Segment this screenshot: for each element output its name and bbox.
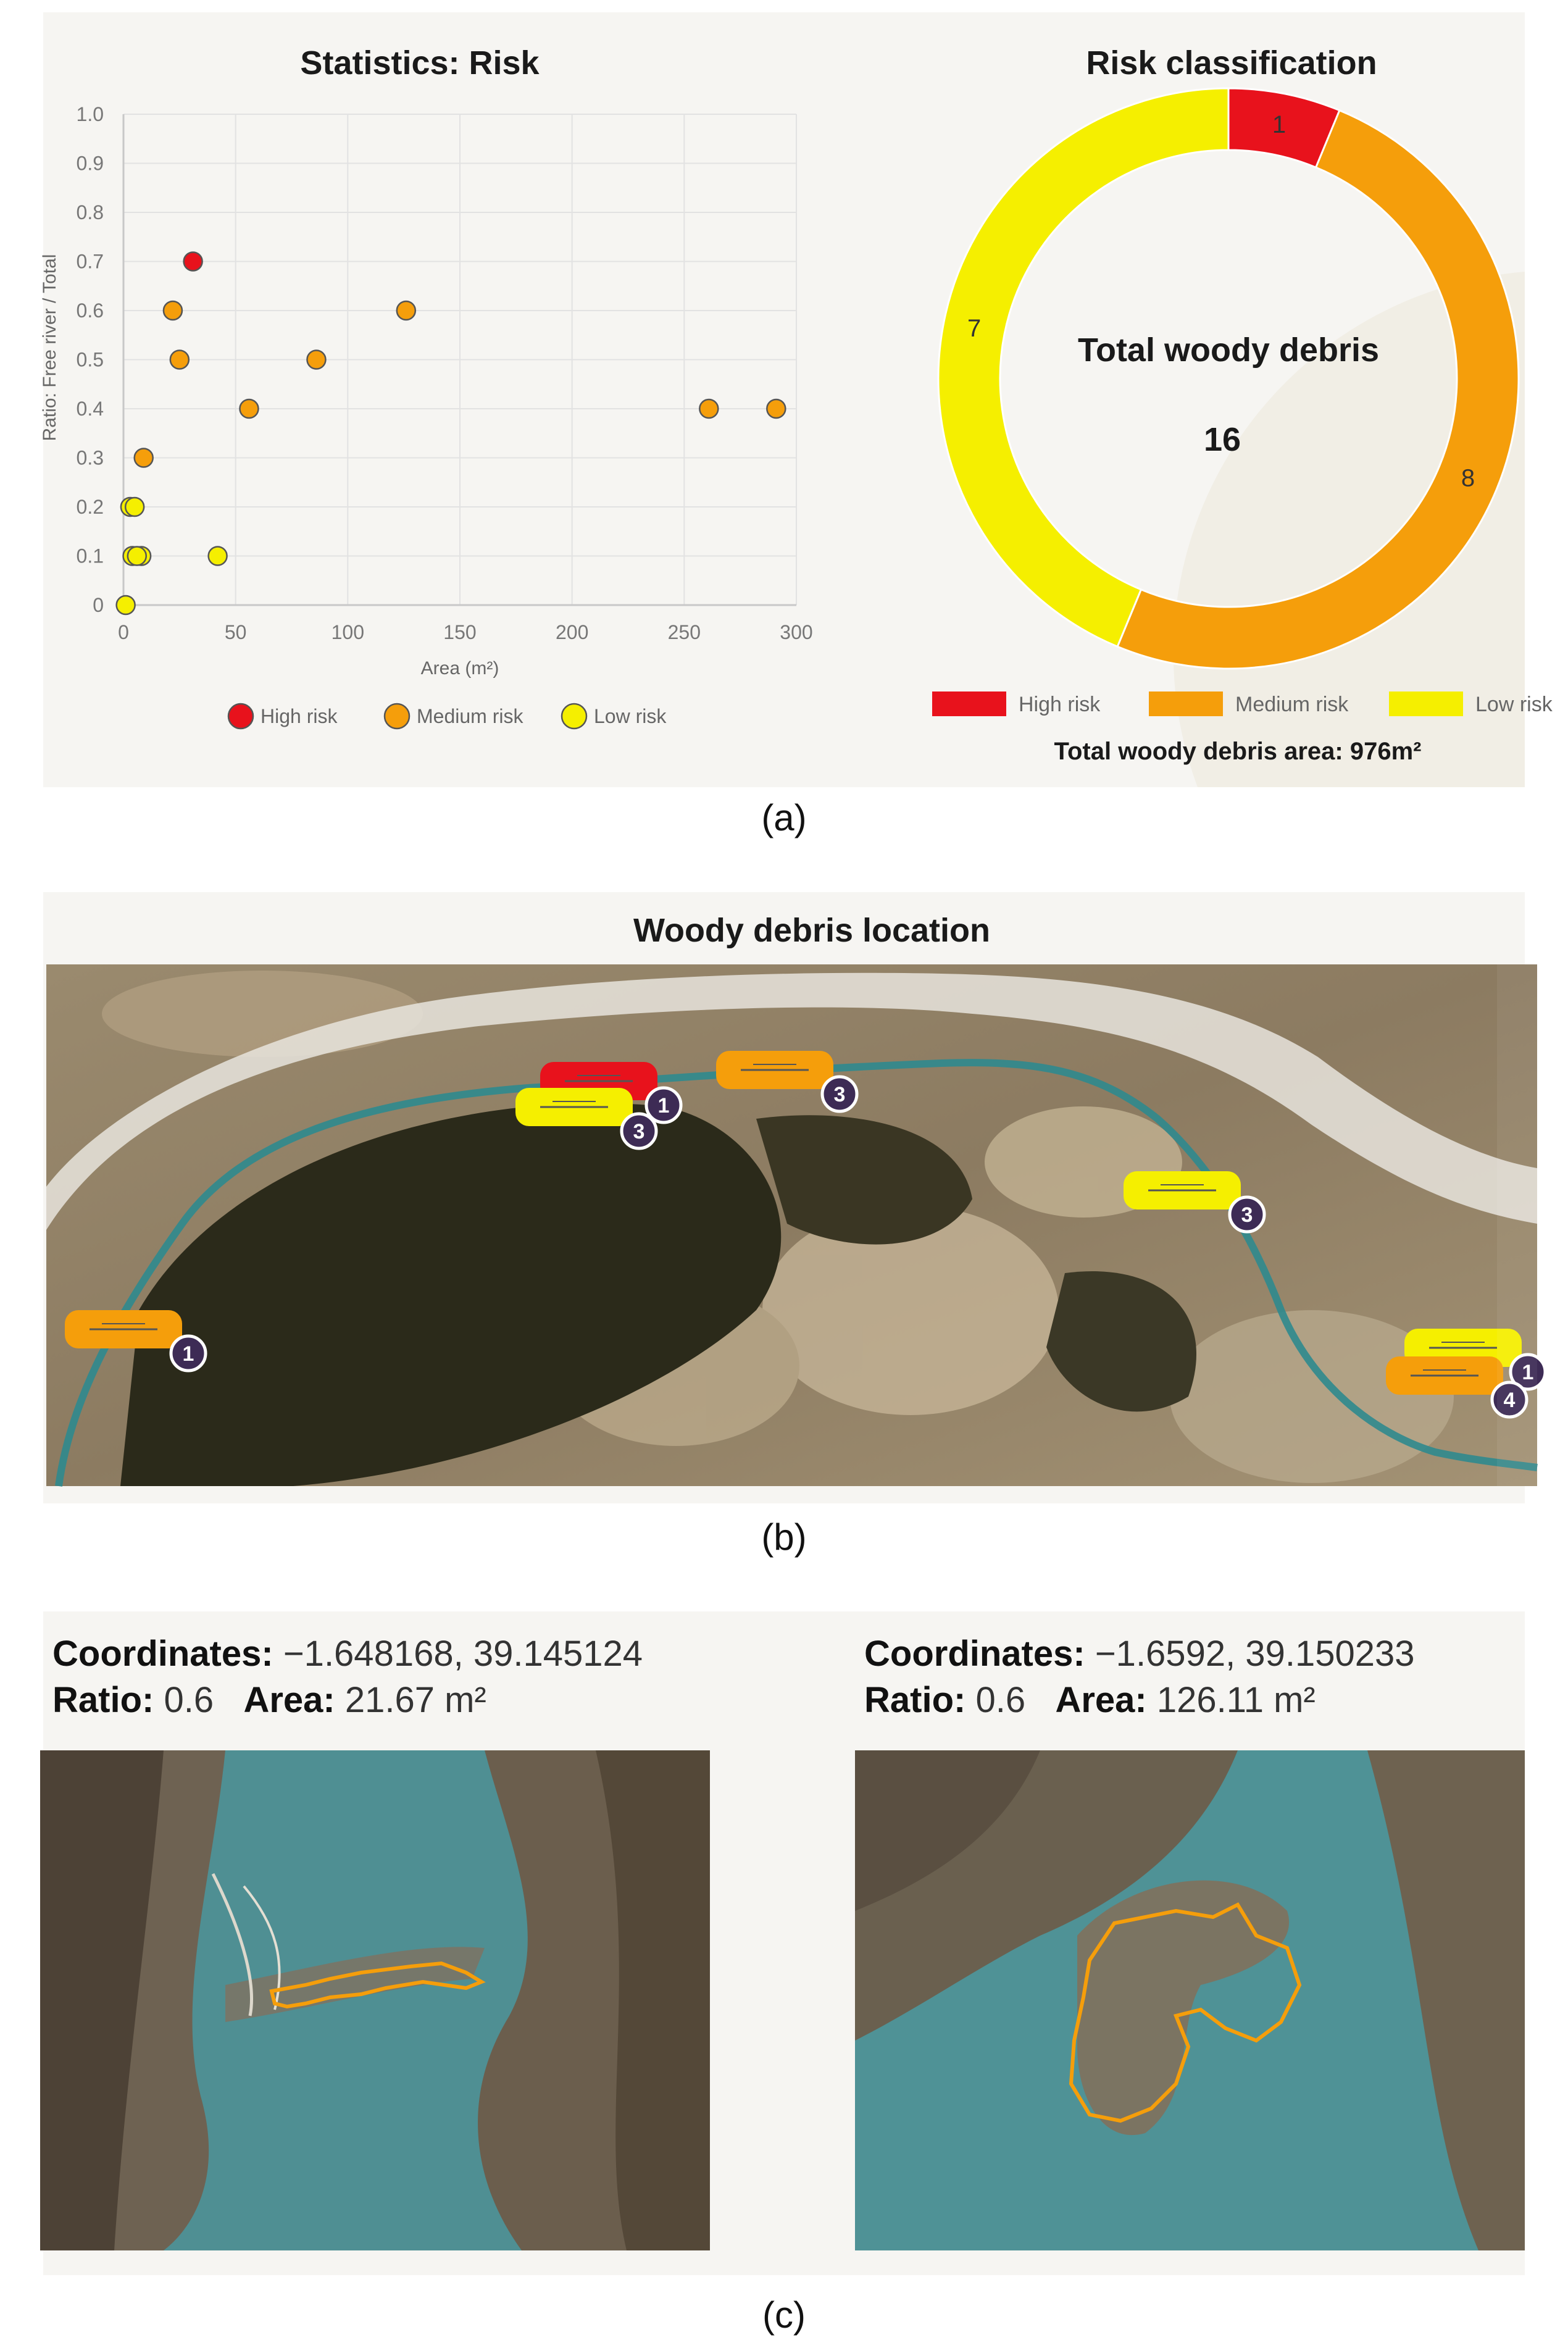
scatter-point-high-risk[interactable] xyxy=(184,253,202,271)
marker-count: 1 xyxy=(182,1342,194,1366)
scatter-point-medium-risk[interactable] xyxy=(767,399,785,418)
scatter-point-medium-risk[interactable] xyxy=(170,351,189,369)
caption-c: (c) xyxy=(762,2294,806,2336)
donut-center-value: 16 xyxy=(1203,421,1241,458)
donut-legend xyxy=(932,691,1553,716)
scatter-point-medium-risk[interactable] xyxy=(307,351,325,369)
coords-line-right xyxy=(864,1633,1414,1674)
ratio-label-left: Ratio: xyxy=(52,1680,154,1720)
scatter-y-tick-label: 0.6 xyxy=(76,299,104,322)
aerial-photo-right xyxy=(855,1750,1525,2250)
scatter-point-medium-risk[interactable] xyxy=(135,449,153,467)
scatter-y-tick-label: 0.2 xyxy=(76,496,104,518)
marker-count: 3 xyxy=(633,1120,645,1143)
marker-count: 1 xyxy=(657,1094,670,1118)
scatter-legend-label: Medium risk xyxy=(417,705,523,727)
coord-value-left: −1.648168, 39.145124 xyxy=(283,1634,643,1674)
scatter-legend-swatch xyxy=(562,704,586,729)
donut-slice-value: 1 xyxy=(1272,111,1287,139)
scatter-legend-label: High risk xyxy=(261,705,338,727)
scatter-y-tick-label: 0.9 xyxy=(76,152,104,175)
donut-title: Risk classification xyxy=(1086,44,1377,81)
scatter-x-ticks xyxy=(118,621,813,643)
satellite-map[interactable] xyxy=(46,964,1537,1486)
ratio-line-right xyxy=(864,1679,1316,1721)
scatter-legend-swatch xyxy=(228,704,253,729)
scatter-y-label: Ratio: Free river / Total xyxy=(40,254,60,441)
scatter-title: Statistics: Risk xyxy=(300,44,540,81)
coord-label-left: Coordinates: xyxy=(52,1634,273,1674)
scatter-y-tick-label: 1.0 xyxy=(76,103,104,125)
panel-a xyxy=(40,12,1553,787)
aerial-photo-right-svg xyxy=(855,1750,1525,2250)
scatter-x-label: Area (m²) xyxy=(420,658,499,679)
scatter-y-tick-label: 0.5 xyxy=(76,348,104,371)
scatter-x-tick-label: 50 xyxy=(224,621,247,643)
scatter-x-tick-label: 250 xyxy=(667,621,701,643)
scatter-point-medium-risk[interactable] xyxy=(240,399,258,418)
panel-a-svg xyxy=(40,12,1553,787)
map-edge-highlight xyxy=(1497,964,1537,1486)
panel-b xyxy=(43,892,1534,1503)
marker-count: 3 xyxy=(833,1083,846,1106)
area-value-right: 126.11 m² xyxy=(1156,1680,1316,1720)
marker-count: 4 xyxy=(1503,1389,1516,1412)
aerial-photo-left xyxy=(40,1750,710,2250)
scatter-legend-label: Low risk xyxy=(594,705,667,727)
scatter-y-tick-label: 0.8 xyxy=(76,201,104,224)
donut-slice-value: 7 xyxy=(967,315,982,343)
coord-label-right: Coordinates: xyxy=(864,1634,1085,1674)
area-label-right: Area: xyxy=(1055,1680,1147,1720)
area-value-left: 21.67 m² xyxy=(344,1680,486,1720)
scatter-point-medium-risk[interactable] xyxy=(699,399,718,418)
scatter-point-low-risk[interactable] xyxy=(125,498,144,516)
area-label-left: Area: xyxy=(243,1680,335,1720)
coord-value-right: −1.6592, 39.150233 xyxy=(1095,1634,1415,1674)
scatter-point-low-risk[interactable] xyxy=(209,547,227,566)
scatter-x-tick-label: 0 xyxy=(118,621,129,643)
scatter-x-tick-label: 100 xyxy=(331,621,365,643)
total-area-label: Total woody debris area: 976m² xyxy=(1054,738,1422,765)
scatter-point-low-risk[interactable] xyxy=(128,547,146,566)
map-title: Woody debris location xyxy=(633,912,991,949)
scatter-points xyxy=(117,253,786,615)
ratio-value-right: 0.6 xyxy=(975,1680,1026,1720)
scatter-y-tick-label: 0.3 xyxy=(76,446,104,469)
coords-line-left xyxy=(52,1633,643,1674)
scatter-y-tick-label: 0.4 xyxy=(76,398,104,420)
marker-count: 1 xyxy=(1522,1361,1534,1384)
donut-legend-label: Medium risk xyxy=(1235,693,1349,716)
marker-count: 3 xyxy=(1241,1203,1253,1227)
scatter-point-medium-risk[interactable] xyxy=(397,301,415,320)
scatter-legend-swatch xyxy=(385,704,409,729)
scatter-x-tick-label: 200 xyxy=(555,621,589,643)
donut-legend-swatch xyxy=(932,691,1006,716)
ratio-line-left xyxy=(52,1679,486,1721)
donut-legend-swatch xyxy=(1149,691,1223,716)
scatter-grid xyxy=(123,114,796,605)
scatter-point-medium-risk[interactable] xyxy=(164,301,182,320)
scatter-y-tick-label: 0.7 xyxy=(76,250,104,273)
scatter-y-tick-label: 0 xyxy=(93,594,104,616)
scatter-x-tick-label: 150 xyxy=(443,621,477,643)
donut-legend-label: High risk xyxy=(1019,693,1101,716)
scatter-y-ticks xyxy=(77,103,104,616)
ratio-value-left: 0.6 xyxy=(164,1680,214,1720)
scatter-x-tick-label: 300 xyxy=(780,621,813,643)
donut-legend-swatch xyxy=(1389,691,1463,716)
donut-center-label: Total woody debris xyxy=(1077,332,1380,369)
satellite-map-svg xyxy=(46,964,1537,1486)
caption-a: (a) xyxy=(761,797,807,838)
donut-slice-value: 8 xyxy=(1461,464,1475,492)
scatter-y-tick-label: 0.1 xyxy=(76,545,104,567)
ratio-label-right: Ratio: xyxy=(864,1680,966,1720)
scatter-legend xyxy=(228,704,667,729)
caption-b: (b) xyxy=(761,1516,807,1558)
aerial-photo-left-svg xyxy=(40,1750,710,2250)
scatter-point-low-risk[interactable] xyxy=(117,596,135,614)
donut-legend-label: Low risk xyxy=(1475,693,1553,716)
